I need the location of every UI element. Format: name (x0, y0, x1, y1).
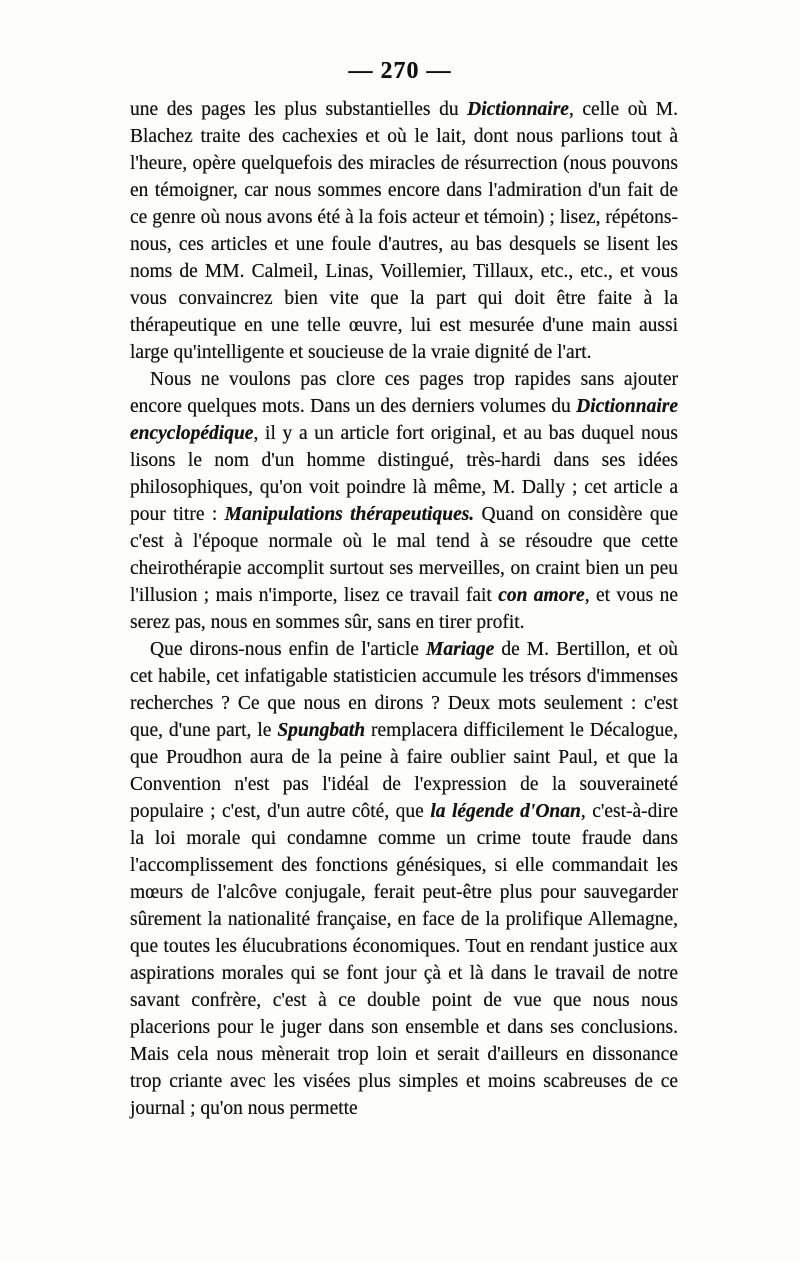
italic-run: Spungbath (277, 720, 366, 741)
text-run: de M. Bertillon, et où cet habile, cet infatigable statisticien accumule les trésors d'immenses recherches ? Ce que nous en dirons ? Deux mots seulement : c'est que, d'une part, le (130, 639, 678, 741)
italic-run: Dictionnaire (467, 99, 569, 120)
italic-run: Mariage (426, 639, 495, 660)
text-run: , celle où M. Blachez traite des cachexies et où le lait, dont nous parlions tout à l'heure, opère quelquefois des miracles de résurrection (nous pouvons en témoigner, car nous sommes encore dans l'admiration d'un fait de ce genre où nous avons été à la fois acteur et témoin) ; lisez, répétons-nous, ces articles et une foule d'autres, au bas desquels se lisent les noms de MM. Calmeil, Linas, Voillemier, Tillaux, etc., etc., et vous vous convaincrez bien vite que la part qui doit être faite à la thérapeutique en une telle œuvre, lui est mesurée d'une main aussi large qu'intelligente et soucieuse de la vraie dignité de l'art. (130, 99, 678, 363)
paragraph-2 (130, 366, 678, 636)
italic-run: con amore (498, 585, 585, 606)
paragraph-3 (130, 636, 678, 1122)
text-run: Nous ne voulons pas clore ces pages trop rapides sans ajouter encore quelques mots. Dans un des derniers volumes du (130, 369, 678, 417)
text-run: Que dirons-nous enfin de l'article (150, 639, 427, 660)
text-run: , il y a un article fort original, et au bas duquel nous lisons le nom d'un homme distingué, très-hardi dans ses idées philosophiques, qu'on voit poindre là même, M. Dally ; cet article a pour titre : (130, 423, 678, 525)
italic-run: la légende d'Onan (430, 801, 581, 822)
text-run: , et vous ne serez pas, nous en sommes sûr, sans en tirer profit. (130, 585, 678, 633)
page-number-header: — 270 — (348, 58, 452, 84)
italic-run: Dictionnaire encyclopédique (130, 396, 678, 444)
body-text (130, 96, 678, 1122)
text-run: Quand on considère que c'est à l'époque normale où le mal tend à se résoudre que cette cheirothérapie accomplit surtout ses merveilles, on craint bien un peu l'illusion ; mais n'importe, lisez ce travail fait (130, 504, 678, 606)
text-run: , c'est-à-dire la loi morale qui condamne comme un crime toute fraude dans l'accomplissement des fonctions génésiques, si elle commandait les mœurs de l'alcôve conjugale, ferait peut-être plus pour sauvegarder sûrement la nationalité française, en face de la prolifique Allemagne, que toutes les élucubrations économiques. Tout en rendant justice aux aspirations morales qui se font jour çà et là dans le travail de notre savant confrère, c'est à ce double point de vue que nous nous placerions pour le juger dans son ensemble et dans ses conclusions. Mais cela nous mènerait trop loin et serait d'ailleurs en dissonance trop criante avec les visées plus simples et moins scabreuses de ce journal ; qu'on nous permette (130, 801, 678, 1119)
italic-run: Manipulations thérapeutiques. (224, 504, 475, 525)
text-run: remplacera difficilement le Décalogue, que Proudhon aura de la peine à faire oublier saint Paul, et que la Convention n'est pas l'idéal de l'expression de la souveraineté populaire ; c'est, d'un autre côté, que (130, 720, 678, 822)
text-run: une des pages les plus substantielles du (130, 99, 468, 120)
paragraph-1 (130, 96, 678, 366)
